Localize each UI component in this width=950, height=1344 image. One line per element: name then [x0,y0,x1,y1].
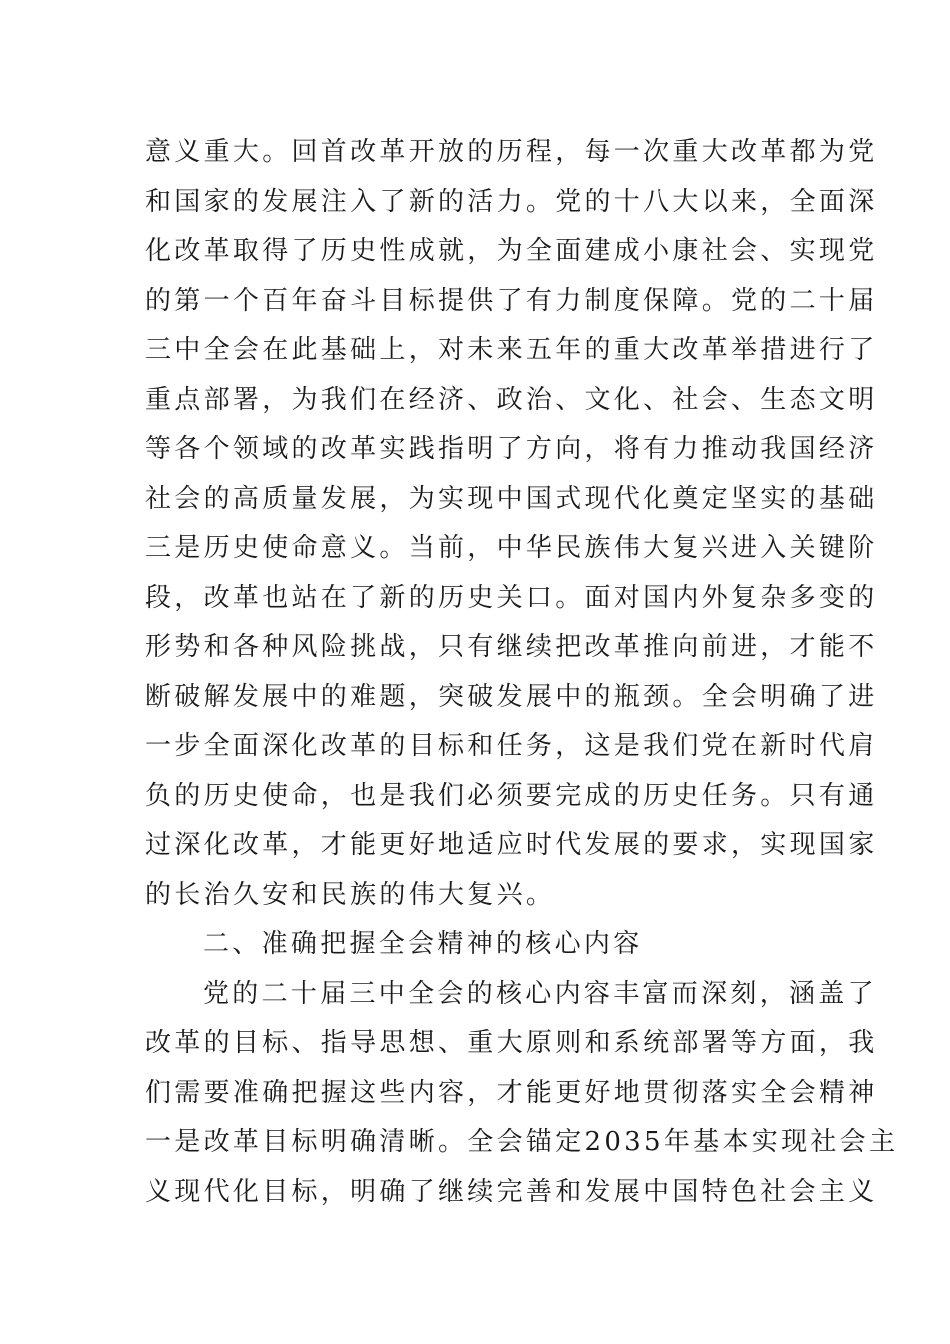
text-line: 们需要准确把握这些内容，才能更好地贯彻落实全会精神 [145,1077,878,1108]
text-line: 义现代化目标，明确了继续完善和发展中国特色社会主义 [145,1176,878,1207]
paragraph-first-line: 党的二十届三中全会的核心内容丰富而深刻，涵盖了 [203,978,877,1009]
text-line: 一是改革目标明确清晰。全会锚定2035年基本实现社会主 [145,1127,899,1157]
text-line: 断破解发展中的难题，突破发展中的瓶颈。全会明确了进 [145,681,878,712]
text-line: 的第一个百年奋斗目标提供了有力制度保障。党的二十届 [145,285,878,316]
text-line: 化改革取得了历史性成就，为全面建成小康社会、实现党 [145,236,878,266]
text-line: 过深化改革，才能更好地适应时代发展的要求，实现国家 [145,830,878,860]
text-line: 意义重大。回首改革开放的历程，每一次重大改革都为党 [145,137,878,167]
text-line: 和国家的发展注入了新的活力。党的十八大以来，全面深 [145,186,878,217]
text-line: 负的历史使命，也是我们必须要完成的历史任务。只有通 [145,780,878,811]
text-line: 社会的高质量发展，为实现中国式现代化奠定坚实的基础 [145,483,878,514]
text-line: 三是历史使命意义。当前，中华民族伟大复兴进入关键阶 [145,533,878,563]
text-line: 重点部署，为我们在经济、政治、文化、社会、生态文明 [145,384,878,415]
section-heading: 二、准确把握全会精神的核心内容 [203,929,643,959]
document-body [145,128,899,1217]
text-line: 等各个领域的改革实践指明了方向，将有力推动我国经济 [145,434,878,464]
text-line: 三中全会在此基础上，对未来五年的重大改革举措进行了 [145,335,878,365]
text-line: 的长治久安和民族的伟大复兴。 [145,879,556,910]
text-line: 形势和各种风险挑战，只有继续把改革推向前进，才能不 [145,632,878,662]
text-line: 段，改革也站在了新的历史关口。面对国内外复杂多变的 [145,582,878,613]
text-line: 一步全面深化改革的目标和任务，这是我们党在新时代肩 [145,731,878,761]
text-line: 改革的目标、指导思想、重大原则和系统部署等方面，我 [145,1028,878,1058]
